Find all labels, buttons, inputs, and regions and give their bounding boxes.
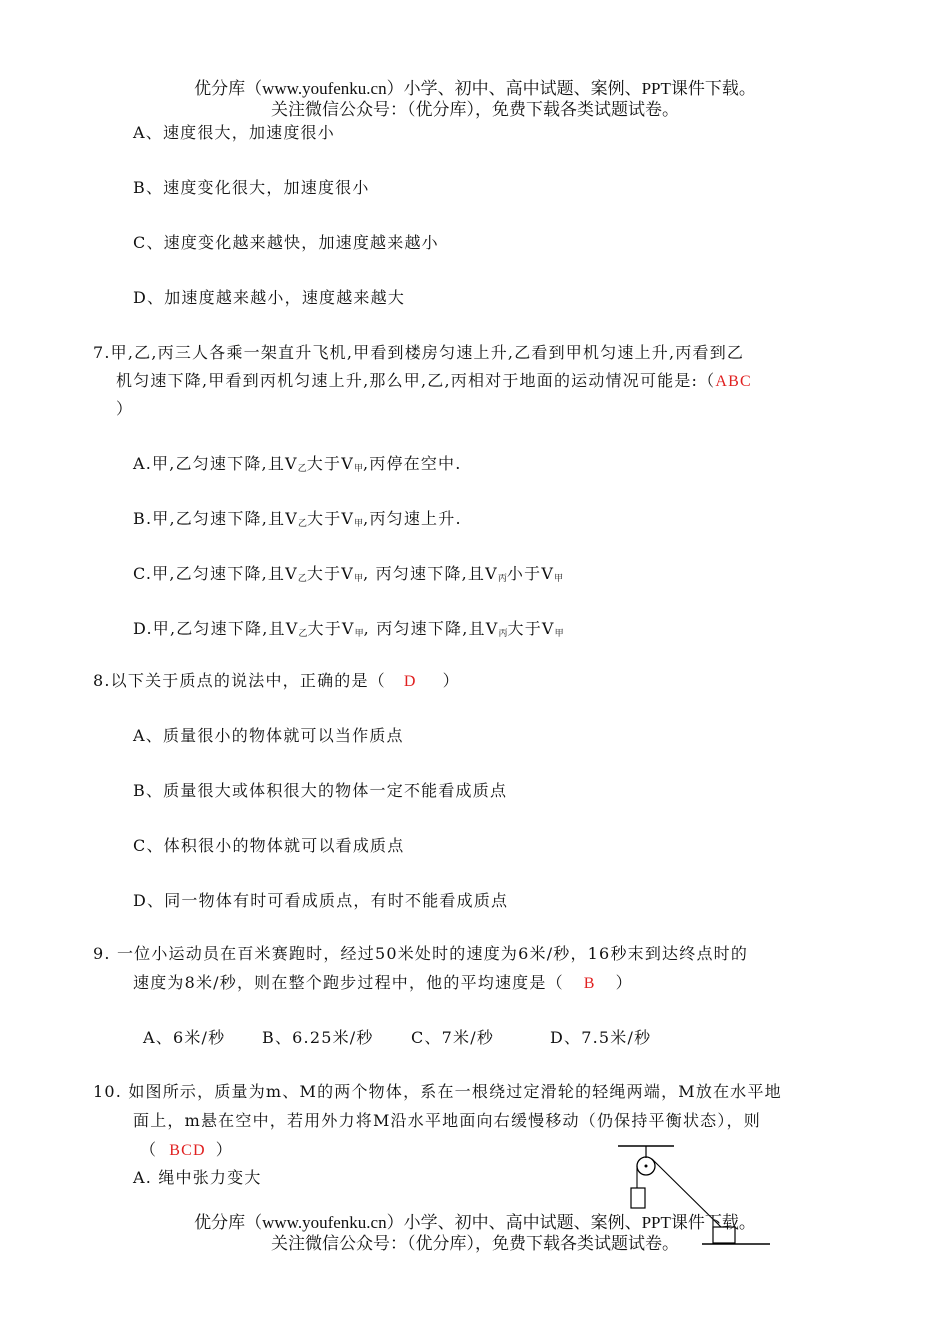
q7-c-sub-jia-2: 甲 xyxy=(554,574,564,584)
q7-a-text-3: ,丙停在空中. xyxy=(362,454,462,473)
q7-d-sub-bing: 丙 xyxy=(498,629,508,639)
q7-d-sub-jia: 甲 xyxy=(354,629,364,639)
q7-close-paren: ） xyxy=(116,399,134,418)
q7-b-text-3: ,丙匀速上升. xyxy=(363,509,462,528)
q9-option-a: A、6米/秒 xyxy=(143,1028,226,1047)
q7-stem-line-1: 7.甲,乙,丙三人各乘一架直升飞机,甲看到楼房匀速上升,乙看到甲机匀速上升,丙看到乙 xyxy=(93,343,745,362)
q9-option-c: C、7米/秒 xyxy=(411,1028,495,1047)
q10-open-paren: （ xyxy=(140,1140,158,1159)
q7-c-text-2: 大于V xyxy=(306,564,355,583)
q7-a-text-1: A.甲,乙匀速下降,且V xyxy=(133,454,298,473)
q7-option-a xyxy=(133,453,462,480)
q7-answer: ABC xyxy=(715,373,752,390)
footer-line-1: 优分库（www.youfenku.cn）小学、初中、高中试题、案例、PPT课件下载。 xyxy=(194,1213,756,1232)
q8-stem-text: 8.以下关于质点的说法中，正确的是（ xyxy=(93,671,386,690)
q8-option-a: A、质量很小的物体就可以当作质点 xyxy=(133,726,404,745)
q8-close-paren: ） xyxy=(442,671,460,690)
pulley-axle xyxy=(645,1165,648,1168)
q7-b-text-2: 大于V xyxy=(307,509,355,528)
q8-option-c: C、体积很小的物体就可以看成质点 xyxy=(133,836,405,855)
q7-c-sub-yi: 乙 xyxy=(297,574,307,584)
q7-d-sub-jia-2: 甲 xyxy=(554,629,564,639)
q6-option-b: B、速度变化很大，加速度很小 xyxy=(133,178,370,197)
q7-c-sub-bing: 丙 xyxy=(497,574,507,584)
q6-option-a: A、速度很大，加速度很小 xyxy=(133,123,335,142)
header-line-2: 关注微信公众号：（优分库），免费下载各类试题试卷。 xyxy=(271,100,679,119)
footer-line-2: 关注微信公众号：（优分库），免费下载各类试题试卷。 xyxy=(271,1234,679,1253)
q7-c-sub-jia: 甲 xyxy=(354,574,364,584)
q7-b-sub-yi: 乙 xyxy=(297,519,307,529)
q7-b-sub-jia: 甲 xyxy=(354,519,364,529)
q9-stem-text: 速度为8米/秒，则在整个跑步过程中，他的平均速度是（ xyxy=(133,973,564,992)
q7-d-sub-yi: 乙 xyxy=(298,629,308,639)
q9-close-paren: ） xyxy=(615,973,633,992)
q8-option-d: D、同一物体有时可看成质点，有时不能看成质点 xyxy=(133,891,509,910)
header-line-1: 优分库（www.youfenku.cn）小学、初中、高中试题、案例、PPT课件下载。 xyxy=(194,79,756,98)
q10-answer-line xyxy=(140,1139,233,1162)
q9-stem-line-1: 9. 一位小运动员在百米赛跑时，经过50米处时的速度为6米/秒，16秒末到达终点时的 xyxy=(93,944,749,963)
q7-c-text-4: 小于V xyxy=(506,564,555,583)
q7-d-text-2: 大于V xyxy=(307,619,355,638)
q9-answer: B xyxy=(583,975,596,992)
q6-option-d: D、加速度越来越小，速度越来越大 xyxy=(133,288,406,307)
q7-b-text-1: B.甲,乙匀速下降,且V xyxy=(133,509,298,528)
q10-answer: BCD xyxy=(169,1142,206,1159)
q7-option-c xyxy=(133,563,563,590)
q7-option-d xyxy=(133,618,564,645)
q7-d-text-4: 大于V xyxy=(507,619,555,638)
q10-stem-line-1: 10. 如图所示，质量为m、M的两个物体，系在一根绕过定滑轮的轻绳两端，M放在水平地 xyxy=(93,1082,782,1101)
q9-stem-line-2 xyxy=(133,972,633,995)
q7-d-text-1: D.甲,乙匀速下降,且V xyxy=(133,619,299,638)
q7-stem-line-2 xyxy=(116,370,752,393)
q10-stem-line-2: 面上，m悬在空中，若用外力将M沿水平地面向右缓慢移动（仍保持平衡状态），则 xyxy=(133,1111,761,1130)
q7-a-sub-yi: 乙 xyxy=(297,464,307,474)
q8-stem xyxy=(93,670,460,693)
q7-d-text-3: , 丙匀速下降,且V xyxy=(363,619,499,638)
q8-answer: D xyxy=(403,673,417,690)
q10-option-a: A. 绳中张力变大 xyxy=(133,1168,262,1187)
q7-a-sub-jia: 甲 xyxy=(353,464,363,474)
q9-option-d: D、7.5米/秒 xyxy=(550,1028,652,1047)
mass-m-box xyxy=(631,1188,645,1208)
q7-option-b xyxy=(133,508,462,535)
q7-c-text-1: C.甲,乙匀速下降,且V xyxy=(133,564,298,583)
q10-close-paren: ） xyxy=(215,1140,233,1159)
q8-option-b: B、质量很大或体积很大的物体一定不能看成质点 xyxy=(133,781,508,800)
q7-a-text-2: 大于V xyxy=(306,454,354,473)
q7-c-text-3: , 丙匀速下降,且V xyxy=(363,564,498,583)
q6-option-c: C、速度变化越来越快，加速度越来越小 xyxy=(133,233,439,252)
q7-stem-text: 机匀速下降,甲看到丙机匀速上升,那么甲,乙,丙相对于地面的运动情况可能是:（ xyxy=(116,371,716,390)
q9-option-b: B、6.25米/秒 xyxy=(262,1028,374,1047)
